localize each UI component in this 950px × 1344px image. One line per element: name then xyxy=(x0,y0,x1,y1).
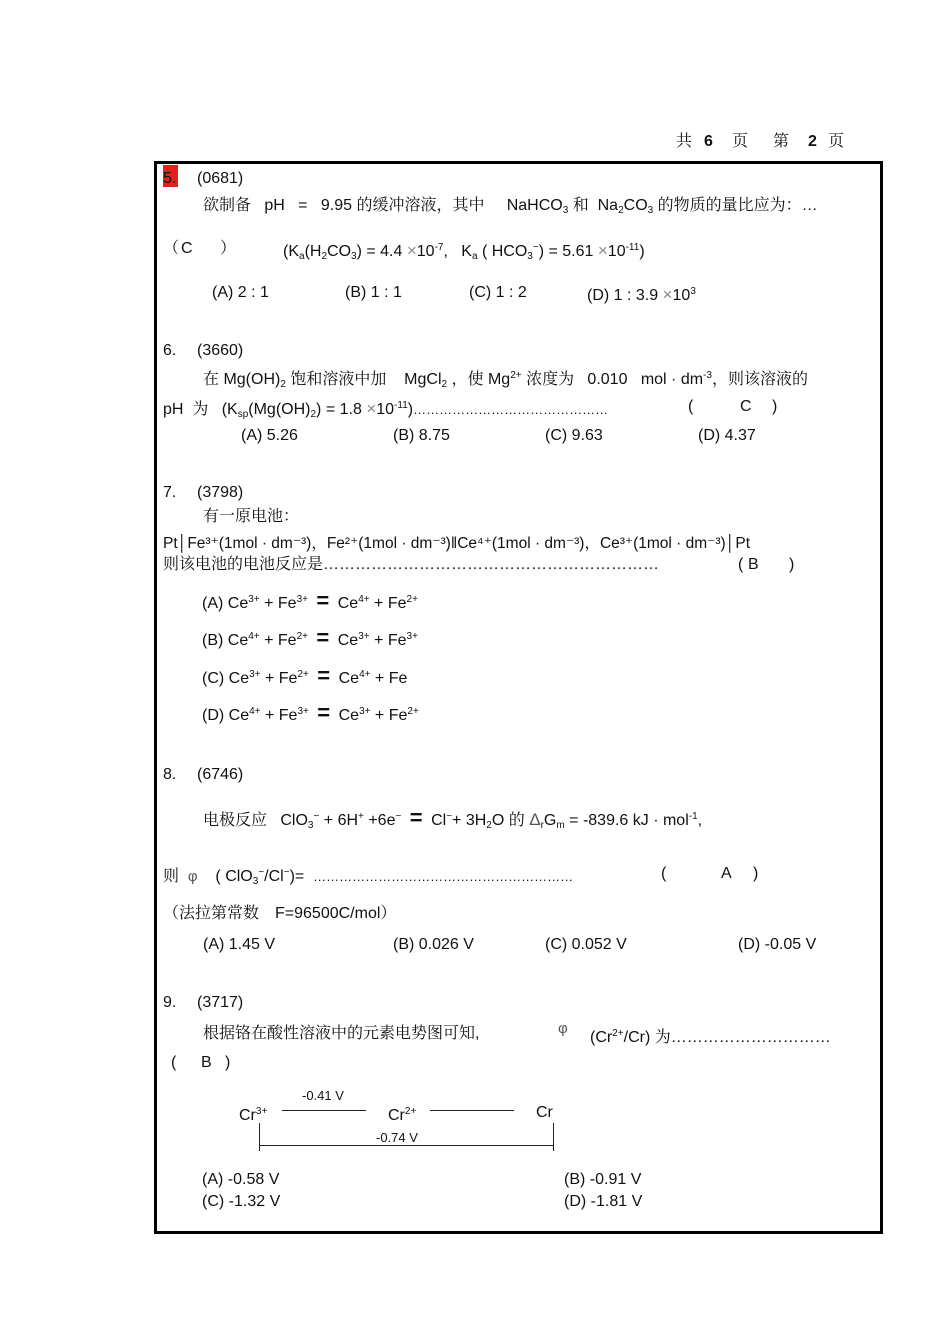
header-ye1: 页 xyxy=(732,133,749,150)
q8-option-d: (D) -0.05 V xyxy=(738,936,817,953)
species-cr3: $Cr^{3+}$ xyxy=(239,1106,268,1124)
header-ye2: 页 xyxy=(828,133,845,150)
q6-stem: 在 $Mg(OH)_2$ 饱和溶液中加 MgCl$_2$ ，使 $Mg^{2+}$ 浓度为 0.010 mol · $dm^{-3}$，则该溶液的 xyxy=(203,370,808,390)
times-icon: × xyxy=(597,241,608,260)
header-gong: 共 xyxy=(676,133,693,150)
q8-potential-line: 则 φ ( ClO$_3$−/Cl−)= …………………………………………………… xyxy=(163,867,574,887)
q8-number: 8. xyxy=(163,766,177,783)
q7-question: 则该电池的电池反应是……………………………………………………… xyxy=(163,556,660,573)
q8-option-b: (B) 0.026 V xyxy=(393,936,474,953)
phi-icon: φ xyxy=(558,1020,568,1037)
q9-option-c: (C) -1.32 V xyxy=(202,1193,281,1210)
q7-option-b: (B) $Ce^{4+} + Fe^{2+} = Ce^{3+} + Fe^{3+}$ xyxy=(202,625,418,650)
q9-option-a: (A) -0.58 V xyxy=(202,1171,280,1188)
q6-number: 6. xyxy=(163,342,177,359)
q9-paren-close: ) xyxy=(225,1054,231,1071)
q8-faraday-note: （法拉第常数 F=96500C/mol） xyxy=(163,905,397,922)
species-cr2: $Cr^{2+}$ xyxy=(388,1106,417,1124)
q5-code: (0681) xyxy=(197,170,244,187)
q5-option-a: (A) 2 : 1 xyxy=(212,284,269,301)
q7-paren-open: ( xyxy=(738,556,744,573)
q6-option-c: (C) 9.63 xyxy=(545,427,603,444)
header-current-page: 2 xyxy=(808,133,817,150)
times-icon: × xyxy=(662,285,673,304)
q5-answer: C xyxy=(181,240,193,257)
header-di: 第 xyxy=(773,133,790,150)
q7-number: 7. xyxy=(163,484,177,501)
bracket-left xyxy=(259,1123,260,1151)
q8-paren-open: ( xyxy=(661,865,667,882)
header-total-pages: 6 xyxy=(704,133,713,150)
q5-option-b: (B) 1 : 1 xyxy=(345,284,402,301)
q5-stem: 欲制备 pH = 9.95 的缓冲溶液，其中 NaHCO$_3$ 和 $Na_2CO_3$ 的物质的量比应为：… xyxy=(203,197,818,216)
q9-pair: $(Cr^{2+}/Cr)$ 为………………………… xyxy=(590,1028,831,1046)
q8-code: (6746) xyxy=(197,766,244,783)
q6-answer: C xyxy=(740,398,752,415)
q8-paren-close: ) xyxy=(753,865,759,882)
q5-option-d: (D) 1 : $3.9 \times 10^3$ xyxy=(587,285,696,304)
q9-code: (3717) xyxy=(197,994,244,1011)
q5-ka-constants: ($K_a(H_2CO_3) = 4.4 \times 10^{-7}$, $K_a$ ( $HCO_3^-) = 5.61 \times 10^{-11}$) xyxy=(283,241,645,262)
arrow-line-1 xyxy=(282,1110,366,1111)
q8-answer: A xyxy=(721,865,732,882)
species-cr: Cr xyxy=(536,1104,553,1121)
q5-paren-open: （ xyxy=(163,240,180,257)
q9-answer: B xyxy=(201,1054,212,1071)
times-icon: × xyxy=(406,241,417,260)
q5-option-c: (C) 1 : 2 xyxy=(469,284,527,301)
q5-number: 5. xyxy=(163,170,177,187)
bracket-right xyxy=(553,1123,554,1151)
potential-cr3-cr2: -0.41 V xyxy=(302,1088,344,1103)
q6-ksp-line: pH 为 ($K_{sp}(Mg(OH)_2) = 1.8$ $\times 10^{-11})\dots\dots\dots\dots\dots\dots\dots\dots\dots\dots\dots\dots\dots\dots\dots$ xyxy=(163,399,609,420)
q7-option-c: (C) $Ce^{3+} + Fe^{2+} = Ce^{4+} + Fe$ xyxy=(202,663,408,688)
q7-option-d: (D) $Ce^{4+} + Fe^{3+} = Ce^{3+} + Fe^{2+}$ xyxy=(202,700,419,725)
bracket-bottom xyxy=(259,1145,554,1146)
phi-icon: φ xyxy=(187,868,198,885)
q6-option-d: (D) 4.37 xyxy=(698,427,756,444)
q7-option-a: (A) $Ce^{3+} + Fe^{3+} = Ce^{4+} + Fe^{2+}$ xyxy=(202,588,418,613)
q9-stem: 根据铬在酸性溶液中的元素电势图可知, xyxy=(203,1025,480,1042)
q8-option-c: (C) 0.052 V xyxy=(545,936,627,953)
q6-option-b: (B) 8.75 xyxy=(393,427,450,444)
q8-reaction: 电极反应 $ClO_3^- + 6H^+ +6e^- = Cl^-+ 3H_2O$ 的 $\Delta_rG_m = -839.6$ kJ · mol$^{-1}$, xyxy=(203,805,703,831)
q9-paren-open: ( xyxy=(171,1054,177,1071)
q9-option-d: (D) -1.81 V xyxy=(564,1193,643,1210)
q7-cell-notation: Pt│Fe³⁺(1mol · dm⁻³)，Fe²⁺(1mol · dm⁻³)‖Ce⁴⁺(1mol · dm⁻³)，Ce³⁺(1mol · dm⁻³)│Pt xyxy=(163,535,751,552)
q5-paren-close: ） xyxy=(220,240,237,257)
q6-paren-open: ( xyxy=(688,398,694,415)
q7-intro: 有一原电池： xyxy=(203,508,300,525)
q6-option-a: (A) 5.26 xyxy=(241,427,298,444)
q6-code: (3660) xyxy=(197,342,244,359)
delta-icon: Δ xyxy=(529,810,541,829)
arrow-line-2 xyxy=(430,1110,514,1111)
q7-paren-close: ) xyxy=(789,556,795,573)
q7-answer: B xyxy=(748,556,759,573)
potential-cr3-cr: -0.74 V xyxy=(376,1130,418,1145)
q9-number: 9. xyxy=(163,994,177,1011)
q8-option-a: (A) 1.45 V xyxy=(203,936,276,953)
q6-paren-close: ) xyxy=(772,398,778,415)
q7-code: (3798) xyxy=(197,484,244,501)
times-icon: × xyxy=(366,399,377,418)
q9-option-b: (B) -0.91 V xyxy=(564,1171,642,1188)
